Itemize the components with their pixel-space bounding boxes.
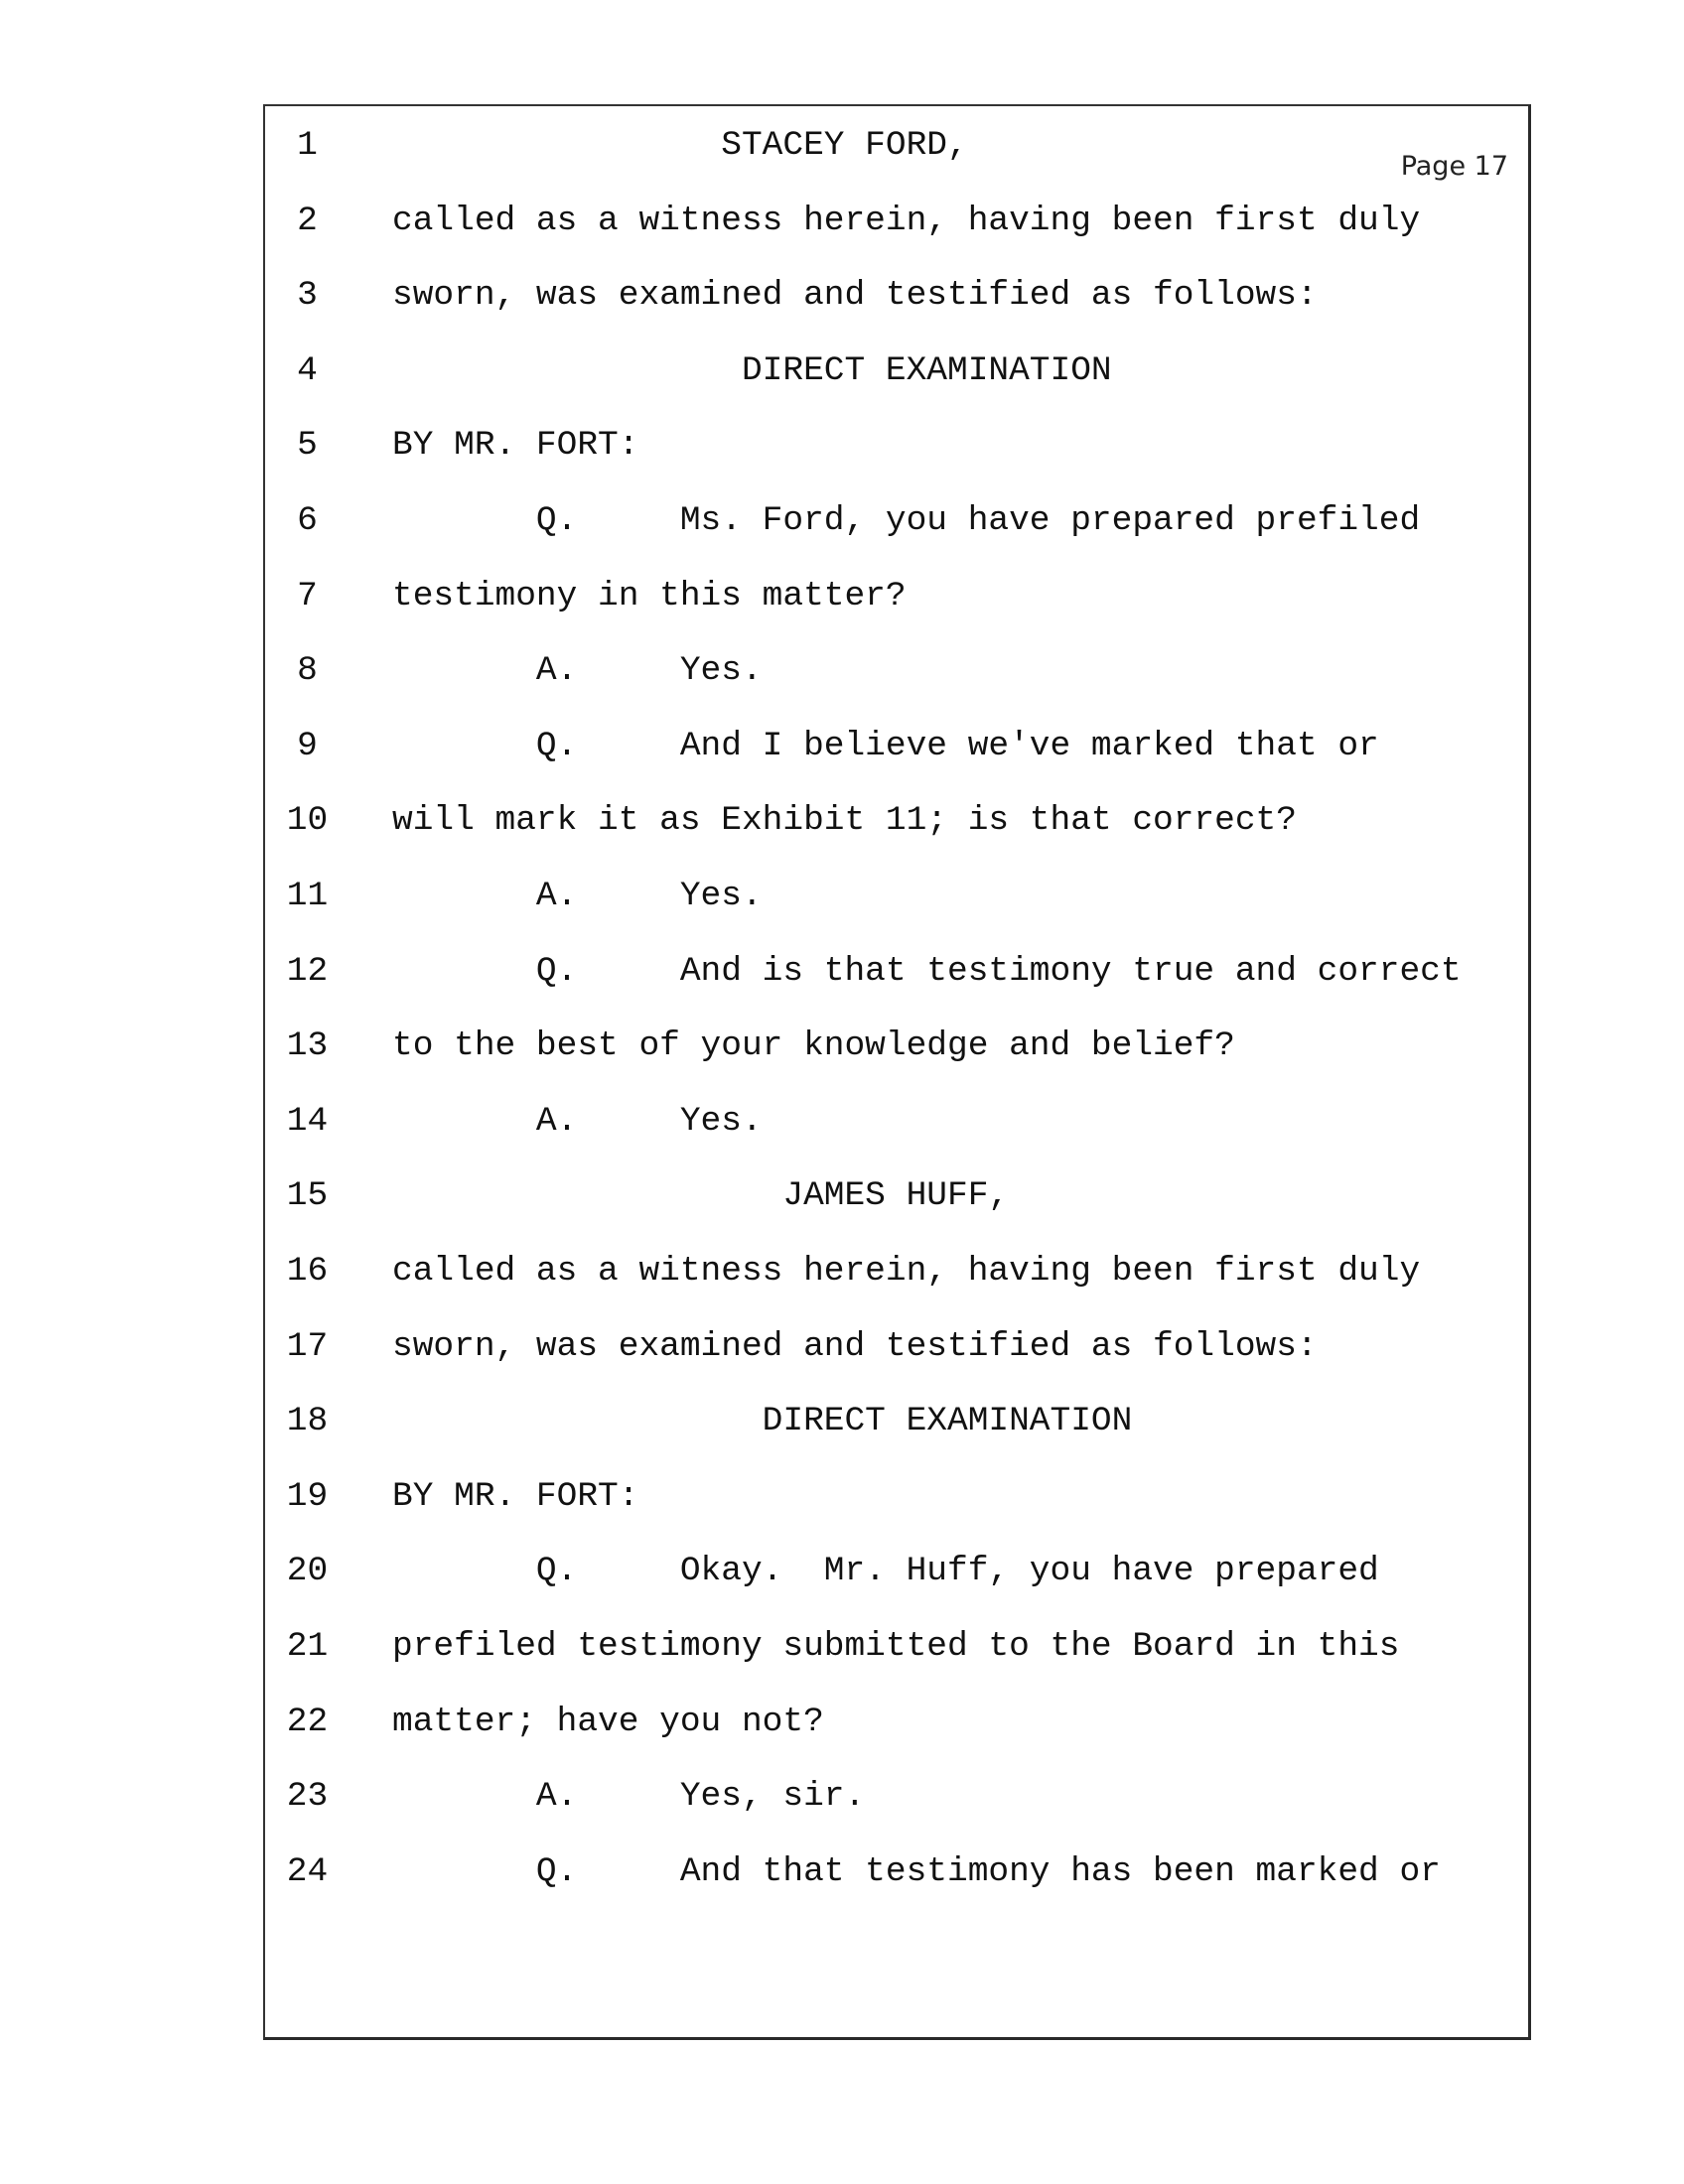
transcript-line — [265, 1397, 1526, 1446]
line-text: Q. Okay. Mr. Huff, you have prepared — [392, 1552, 1379, 1591]
line-text: matter; have you not? — [392, 1702, 824, 1741]
line-number: 22 — [286, 1702, 329, 1741]
line-text: STACEY FORD, — [392, 126, 968, 165]
transcript-page-frame — [263, 104, 1531, 2040]
line-text: sworn, was examined and testified as follows: — [392, 1326, 1318, 1366]
line-text: called as a witness herein, having been first duly — [392, 1252, 1421, 1291]
line-text: to the best of your knowledge and belief? — [392, 1026, 1235, 1066]
line-number: 13 — [286, 1026, 329, 1066]
line-text: Q. And that testimony has been marked or — [392, 1851, 1441, 1891]
transcript-line — [265, 1698, 1526, 1747]
line-text: JAMES HUFF, — [392, 1176, 1010, 1216]
line-text: sworn, was examined and testified as follows: — [392, 276, 1318, 316]
transcript-line — [265, 1472, 1526, 1522]
line-number: 14 — [286, 1101, 329, 1141]
line-number: 20 — [286, 1552, 329, 1591]
line-number: 7 — [297, 576, 318, 615]
line-number: 15 — [286, 1176, 329, 1216]
line-number: 19 — [286, 1476, 329, 1516]
transcript-line — [265, 1022, 1526, 1071]
line-number: 5 — [297, 426, 318, 466]
transcript-line — [265, 1622, 1526, 1672]
line-text: testimony in this matter? — [392, 576, 907, 615]
line-number: 16 — [286, 1252, 329, 1291]
transcript-line — [265, 121, 1526, 171]
line-number: 2 — [297, 201, 318, 240]
line-text: BY MR. FORT: — [392, 1476, 639, 1516]
line-text: A. Yes. — [392, 651, 763, 691]
line-number: 17 — [286, 1326, 329, 1366]
transcript-line — [265, 271, 1526, 321]
line-number: 6 — [297, 501, 318, 540]
line-text: prefiled testimony submitted to the Board in this — [392, 1627, 1400, 1666]
transcript-line — [265, 872, 1526, 921]
line-number: 21 — [286, 1627, 329, 1666]
page-number-label: Page 17 — [1400, 151, 1508, 182]
transcript-line — [265, 1247, 1526, 1297]
line-number: 24 — [286, 1851, 329, 1891]
transcript-line — [265, 1097, 1526, 1147]
line-number: 18 — [286, 1402, 329, 1441]
line-text: Q. Ms. Ford, you have prepared prefiled — [392, 501, 1421, 540]
transcript-line — [265, 346, 1526, 396]
transcript-line — [265, 1322, 1526, 1372]
transcript-line — [265, 496, 1526, 546]
transcript-line — [265, 421, 1526, 471]
transcript-line — [265, 1847, 1526, 1897]
line-text: Q. And is that testimony true and correct — [392, 951, 1462, 991]
transcript-line — [265, 572, 1526, 621]
line-text: DIRECT EXAMINATION — [392, 1402, 1133, 1441]
transcript-line — [265, 1547, 1526, 1596]
transcript-line — [265, 947, 1526, 997]
transcript-line — [265, 722, 1526, 771]
transcript-line — [265, 1171, 1526, 1221]
line-number: 10 — [286, 801, 329, 841]
line-text: DIRECT EXAMINATION — [392, 350, 1112, 390]
line-text: A. Yes. — [392, 1101, 763, 1141]
transcript-line — [265, 796, 1526, 846]
line-text: A. Yes. — [392, 877, 763, 915]
line-number: 12 — [286, 951, 329, 991]
line-number: 23 — [286, 1777, 329, 1817]
transcript-line — [265, 646, 1526, 696]
line-text: will mark it as Exhibit 11; is that correct? — [392, 801, 1297, 841]
line-number: 3 — [297, 276, 318, 316]
line-number: 9 — [297, 726, 318, 765]
line-text: Q. And I believe we've marked that or — [392, 726, 1379, 765]
transcript-line — [265, 197, 1526, 246]
line-number: 11 — [286, 877, 329, 915]
transcript-line — [265, 1772, 1526, 1822]
line-number: 1 — [297, 126, 318, 165]
line-text: A. Yes, sir. — [392, 1777, 866, 1817]
line-text: BY MR. FORT: — [392, 426, 639, 466]
line-text: called as a witness herein, having been first duly — [392, 201, 1421, 240]
line-number: 8 — [297, 651, 318, 691]
line-number: 4 — [297, 350, 318, 390]
